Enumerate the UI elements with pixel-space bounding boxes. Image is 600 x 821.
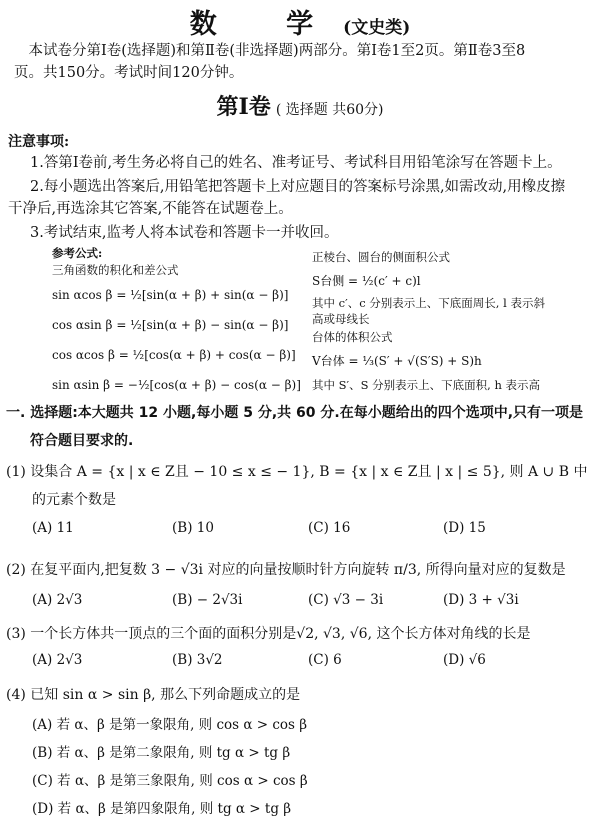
formula-sin-sin: sin αsin β = −½[cos(α + β) − cos(α − β)] (52, 378, 301, 392)
section1-line-1: 一. 选择题:本大题共 12 小题,每小题 5 分,共 60 分.在每小题给出的四个选项中,只有一项是 (6, 405, 584, 421)
note-item-2: 2.每小题选出答案后,用铅笔把答题卡上对应题目的答案标号涂黑,如需改动,用橡皮擦 (30, 179, 566, 195)
note-item-2-cont: 干净后,再选涂其它答案,不能答在试题卷上。 (8, 201, 293, 217)
ref-right-5: 台体的体积公式 (312, 330, 393, 344)
note-item-3: 3.考试结束,监考人将本试卷和答题卡一并收回。 (30, 225, 339, 241)
q4-option-d: (D) 若 α、β 是第四象限角, 则 tg α > tg β (32, 801, 292, 817)
q4-option-c: (C) 若 α、β 是第三象限角, 则 cos α > cos β (32, 773, 308, 789)
ref-right-4: 高或母线长 (312, 312, 370, 326)
ref-right-3: 其中 c′、c 分别表示上、下底面周长, l 表示斜 (312, 296, 545, 310)
question-3-line-1: (3) 一个长方体共一顶点的三个面的面积分别是√2, √3, √6, 这个长方体对角线的长是 (6, 626, 531, 642)
part1-title: 第Ⅰ卷 (216, 94, 271, 120)
section1-line-2: 符合题目要求的. (30, 433, 134, 449)
formula-cos-cos: cos αcos β = ½[cos(α + β) + cos(α − β)] (52, 348, 296, 362)
q1-option-c: (C) 16 (308, 520, 351, 536)
formula-sin-cos: sin αcos β = ½[sin(α + β) + sin(α − β)] (52, 288, 289, 302)
question-1-line-1: (1) 设集合 A = {x | x ∈ Z且 − 10 ≤ x ≤ − 1}, B = {x | x ∈ Z且 | x | ≤ 5}, 则 A ∪ B 中 (6, 464, 588, 480)
q2-option-b: (B) − 2√3i (172, 592, 243, 608)
q1-option-b: (B) 10 (172, 520, 214, 536)
ref-right-1: 正棱台、圆台的侧面积公式 (312, 250, 450, 264)
q3-option-c: (C) 6 (308, 652, 342, 668)
reference-heading: 参考公式: (52, 246, 103, 260)
part1-subtitle: ( 选择题 共60分) (275, 102, 384, 118)
q3-option-a: (A) 2√3 (32, 652, 83, 668)
part1-heading (0, 90, 600, 121)
title-sub: (文史类) (343, 18, 411, 38)
note-item-1: 1.答第Ⅰ卷前,考生务必将自己的姓名、准考证号、考试科目用铅笔涂写在答题卡上。 (30, 155, 562, 171)
intro-line-1: 本试卷分第Ⅰ卷(选择题)和第Ⅱ卷(非选择题)两部分。第Ⅰ卷1至2页。第Ⅱ卷3至8 (14, 43, 526, 59)
exam-title (0, 2, 600, 41)
q1-option-a: (A) 11 (32, 520, 74, 536)
q2-option-c: (C) √3 − 3i (308, 592, 384, 608)
ref-right-2: S台侧 = ½(c′ + c)l (312, 274, 421, 288)
q1-option-d: (D) 15 (443, 520, 486, 536)
title-main: 数 学 (189, 9, 344, 40)
reference-left-title: 三角函数的积化和差公式 (52, 263, 179, 277)
q3-option-b: (B) 3√2 (172, 652, 223, 668)
q2-option-a: (A) 2√3 (32, 592, 83, 608)
question-1-line-2: 的元素个数是 (32, 492, 116, 508)
notes-heading: 注意事项: (8, 134, 70, 150)
question-2-line-1: (2) 在复平面内,把复数 3 − √3i 对应的向量按顺时针方向旋转 π/3, 所得向量对应的复数是 (6, 562, 566, 578)
intro-line-2: 页。共150分。考试时间120分钟。 (14, 65, 244, 81)
q4-option-a: (A) 若 α、β 是第一象限角, 则 cos α > cos β (32, 717, 308, 733)
formula-cos-sin: cos αsin β = ½[sin(α + β) − sin(α − β)] (52, 318, 289, 332)
question-4-line-1: (4) 已知 sin α > sin β, 那么下列命题成立的是 (6, 687, 301, 703)
ref-right-6: V台体 = ⅓(S′ + √(S′S) + S)h (312, 354, 482, 368)
q2-option-d: (D) 3 + √3i (443, 592, 519, 608)
q3-option-d: (D) √6 (443, 652, 486, 668)
ref-right-7: 其中 S′、S 分别表示上、下底面积, h 表示高 (312, 378, 541, 392)
q4-option-b: (B) 若 α、β 是第二象限角, 则 tg α > tg β (32, 745, 291, 761)
